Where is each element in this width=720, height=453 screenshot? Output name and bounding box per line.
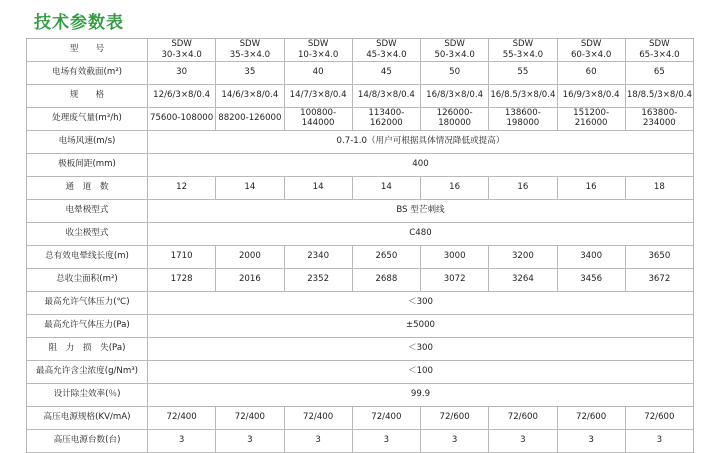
table-row (27, 200, 694, 223)
row-value-span: 400 (148, 154, 694, 177)
row-value-cell: 138600-198000 (489, 108, 557, 131)
row-value-cell: 72/400 (216, 407, 284, 430)
row-value-cell: 151200-216000 (557, 108, 625, 131)
table-row (27, 315, 694, 338)
row-value-cell: 113400-162000 (352, 108, 420, 131)
row-value-cell: 1728 (148, 269, 216, 292)
row-value-span: BS 型芒刺线 (148, 200, 694, 223)
table-row (27, 154, 694, 177)
row-label: 型 号 (27, 39, 148, 62)
table-row (27, 131, 694, 154)
row-label: 总有效电晕线长度(m) (27, 246, 148, 269)
row-value-cell: 35 (216, 62, 284, 85)
row-value-cell: 18/8.5/3×8/0.4 (625, 85, 693, 108)
row-value-cell: 3 (625, 430, 693, 453)
row-value-cell: 72/400 (352, 407, 420, 430)
row-value-cell: 3 (489, 430, 557, 453)
row-value-span: ＜300 (148, 292, 694, 315)
row-value-cell: 3000 (421, 246, 489, 269)
cell-line: 65-3×4.0 (639, 50, 680, 60)
row-value-cell: 100800-144000 (284, 108, 352, 131)
row-value-cell: 3 (557, 430, 625, 453)
row-value-cell: 163800-234000 (625, 108, 693, 131)
row-label: 高压电源规格(KV/mA) (27, 407, 148, 430)
table-row (27, 223, 694, 246)
row-value-span: ＜300 (148, 338, 694, 361)
row-value-cell: 3 (421, 430, 489, 453)
row-value-cell: 16 (489, 177, 557, 200)
row-value-cell: 50 (421, 62, 489, 85)
table-row (27, 246, 694, 269)
row-value-cell: 16 (557, 177, 625, 200)
row-label: 通 道 数 (27, 177, 148, 200)
table-row (27, 292, 694, 315)
row-value-cell: 16/8/3×8/0.4 (421, 85, 489, 108)
row-value-span: ±5000 (148, 315, 694, 338)
row-value-cell: 3 (284, 430, 352, 453)
row-value-cell: 126000-180000 (421, 108, 489, 131)
table-body (27, 39, 694, 453)
row-value-cell: 3650 (625, 246, 693, 269)
table-row (27, 108, 694, 131)
row-value-cell: 40 (284, 62, 352, 85)
table-row (27, 361, 694, 384)
row-value-cell: 2688 (352, 269, 420, 292)
row-value-cell: 3264 (489, 269, 557, 292)
row-value-cell: 1710 (148, 246, 216, 269)
cell-line: 30-3×4.0 (161, 50, 202, 60)
row-value-cell: 55 (489, 62, 557, 85)
row-value-cell: 18 (625, 177, 693, 200)
row-label: 规 格 (27, 85, 148, 108)
row-label: 阻 力 损 失(Pa) (27, 338, 148, 361)
row-value-cell: 14/7/3×8/0.4 (284, 85, 352, 108)
row-value-cell: 2340 (284, 246, 352, 269)
row-value-cell: 65 (625, 62, 693, 85)
row-label: 电场有效截面(m²) (27, 62, 148, 85)
row-value-cell (148, 39, 216, 62)
row-label: 设计除尘效率(％) (27, 384, 148, 407)
row-value-cell: 3 (148, 430, 216, 453)
cell-line: 35-3×4.0 (229, 50, 271, 60)
row-value-cell: 72/600 (557, 407, 625, 430)
cell-line: SDW (512, 39, 534, 50)
table-row (27, 177, 694, 200)
row-value-span: 99.9 (148, 384, 694, 407)
row-value-span: C480 (148, 223, 694, 246)
row-value-cell (352, 39, 420, 62)
row-value-cell: 14 (216, 177, 284, 200)
row-label: 总收尘面积(m²) (27, 269, 148, 292)
cell-line: 60-3×4.0 (570, 50, 612, 60)
page-title: 技术参数表 (34, 13, 124, 33)
row-value-cell (421, 39, 489, 62)
row-value-cell: 16/9/3×8/0.4 (557, 85, 625, 108)
row-value-cell: 72/600 (421, 407, 489, 430)
row-value-cell: 3200 (489, 246, 557, 269)
cell-line: SDW (239, 39, 261, 50)
row-value-cell: 72/400 (148, 407, 216, 430)
row-value-cell: 30 (148, 62, 216, 85)
row-value-cell: 14 (352, 177, 420, 200)
cell-line: 50-3×4.0 (434, 50, 475, 60)
table-row (27, 407, 694, 430)
cell-line: SDW (171, 39, 192, 50)
row-label: 最高允许气体压力(℃) (27, 292, 148, 315)
row-value-cell: 75600-108000 (148, 108, 216, 131)
row-label: 极板间距(mm) (27, 154, 148, 177)
row-label: 最高允许气体压力(Pa) (27, 315, 148, 338)
row-label: 收尘极型式 (27, 223, 148, 246)
row-value-cell: 3672 (625, 269, 693, 292)
row-label: 最高允许含尘浓度(g/Nm³) (27, 361, 148, 384)
row-value-cell: 3 (216, 430, 284, 453)
row-value-cell: 12/6/3×8/0.4 (148, 85, 216, 108)
row-value-cell: 60 (557, 62, 625, 85)
table-row (27, 85, 694, 108)
row-value-cell: 2000 (216, 246, 284, 269)
row-value-cell: 14/8/3×8/0.4 (352, 85, 420, 108)
row-value-cell (489, 39, 557, 62)
row-value-span: ＜100 (148, 361, 694, 384)
row-value-cell: 2352 (284, 269, 352, 292)
row-value-cell: 14/6/3×8/0.4 (216, 85, 284, 108)
row-value-cell: 72/600 (489, 407, 557, 430)
row-value-cell: 12 (148, 177, 216, 200)
row-value-cell: 3072 (421, 269, 489, 292)
row-value-cell: 3456 (557, 269, 625, 292)
row-value-cell (216, 39, 284, 62)
row-value-cell: 14 (284, 177, 352, 200)
cell-line: SDW (580, 39, 602, 50)
row-value-span: 0.7-1.0（用户可根据具体情况降低或提高） (148, 131, 694, 154)
row-label: 电场风速(m/s) (27, 131, 148, 154)
row-label: 高压电源台数(台) (27, 430, 148, 453)
table-row (27, 269, 694, 292)
row-value-cell: 72/600 (625, 407, 693, 430)
row-value-cell: 72/400 (284, 407, 352, 430)
cell-line: 45-3×4.0 (366, 50, 407, 60)
cell-line: SDW (376, 39, 397, 50)
row-value-cell: 3400 (557, 246, 625, 269)
row-value-cell (625, 39, 693, 62)
cell-line: 55-3×4.0 (502, 50, 544, 60)
row-value-cell: 2016 (216, 269, 284, 292)
technical-parameters-table (26, 38, 694, 453)
table-row (27, 384, 694, 407)
cell-line: SDW (307, 39, 329, 50)
table-row (27, 62, 694, 85)
row-value-cell: 16/8.5/3×8/0.4 (489, 85, 557, 108)
row-value-cell (284, 39, 352, 62)
row-value-cell: 16 (421, 177, 489, 200)
table-row (27, 39, 694, 62)
table-row (27, 430, 694, 453)
cell-line: 10-3×4.0 (297, 50, 339, 60)
row-value-cell: 88200-126000 (216, 108, 284, 131)
row-label: 电晕极型式 (27, 200, 148, 223)
row-value-cell (557, 39, 625, 62)
row-value-cell: 3 (352, 430, 420, 453)
cell-line: SDW (444, 39, 465, 50)
row-value-cell: 45 (352, 62, 420, 85)
table-row (27, 338, 694, 361)
cell-line: SDW (649, 39, 670, 50)
row-value-cell: 2650 (352, 246, 420, 269)
row-label: 处理废气量(m³/h) (27, 108, 148, 131)
